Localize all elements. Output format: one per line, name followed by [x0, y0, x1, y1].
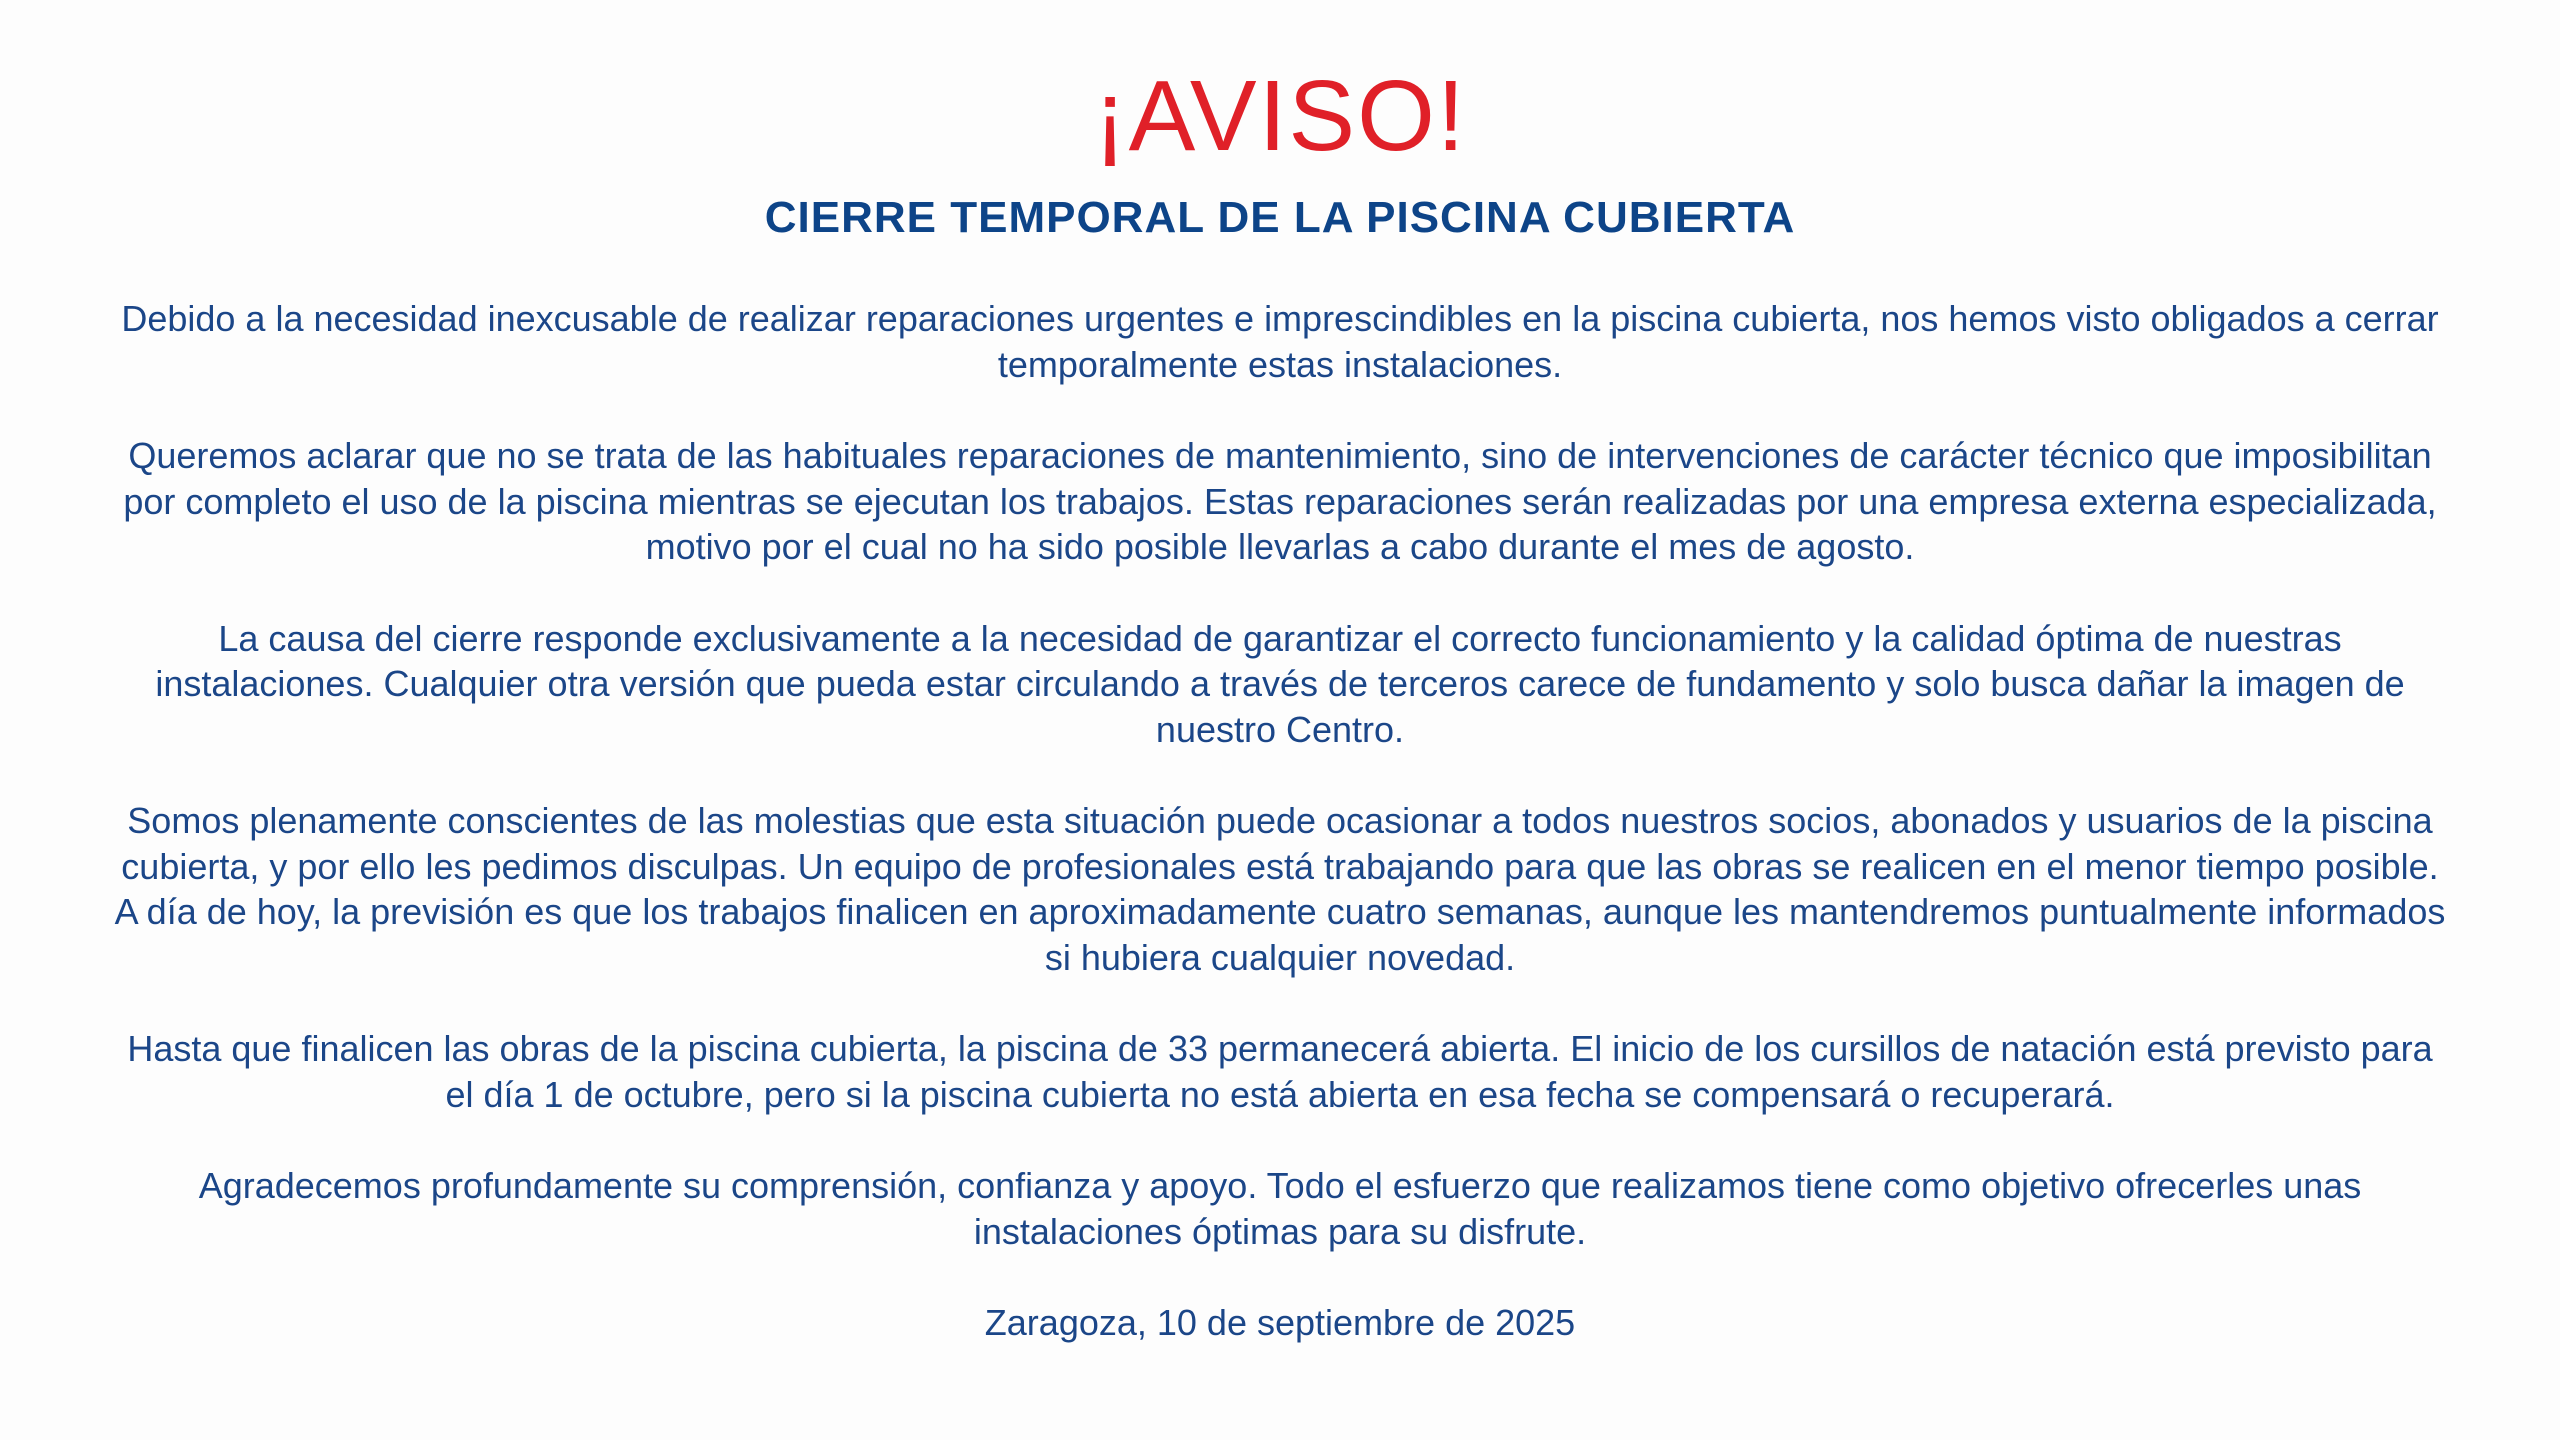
paragraph-alternatives: Hasta que finalicen las obras de la piscina cubierta, la piscina de 33 permanecerá abierta. El inicio de los cursillos de natación está previsto para el día 1 de octubre, pero si la piscina cubierta no está abierta en esa fecha se compensará o recuperará.: [127, 1028, 2433, 1115]
notice-subtitle: CIERRE TEMPORAL DE LA PISCINA CUBIERTA: [764, 193, 1796, 242]
paragraph-apology: Somos plenamente conscientes de las molestias que esta situación puede ocasionar a todos nuestros socios, abonados y usuarios de la piscina cubierta, y por ello les pedimos disculpas. Un equipo de profesionales está trabajando para que las obras se realicen en el menor tiempo posible. A día de hoy, la previsión es que los trabajos finalicen en aproximadamente cuatro semanas, aunque les mantendremos puntualmente informados si hubiera cualquier novedad.: [114, 800, 2446, 978]
notice-body: [110, 296, 2450, 1346]
paragraph-thanks: Agradecemos profundamente su comprensión, confianza y apoyo. Todo el esfuerzo que realizamos tiene como objetivo ofrecerles unas instalaciones óptimas para su disfrute.: [198, 1165, 2362, 1252]
paragraph-cause: La causa del cierre responde exclusivamente a la necesidad de garantizar el correcto funcionamiento y la calidad óptima de nuestras instalaciones. Cualquier otra versión que pueda estar circulando a través de terceros carece de fundamento y solo busca dañar la imagen de nuestro Centro.: [155, 617, 2405, 750]
paragraph-closure-reason: Debido a la necesidad inexcusable de realizar reparaciones urgentes e imprescindibles en la piscina cubierta, nos hemos visto obligados a cerrar temporalmente estas instalaciones.: [121, 298, 2439, 385]
notice-title: ¡AVISO!: [1093, 60, 1467, 172]
paragraph-technical-clarification: Queremos aclarar que no se trata de las habituales reparaciones de mantenimiento, sino de intervenciones de carácter técnico que imposibilitan por completo el uso de la piscina mientras se ejecutan los trabajos. Estas reparaciones serán realizadas por una empresa externa especializada, motivo por el cual no ha sido posible llevarlas a cabo durante el mes de agosto.: [123, 435, 2437, 567]
signature-date: Zaragoza, 10 de septiembre de 2025: [984, 1302, 1576, 1343]
